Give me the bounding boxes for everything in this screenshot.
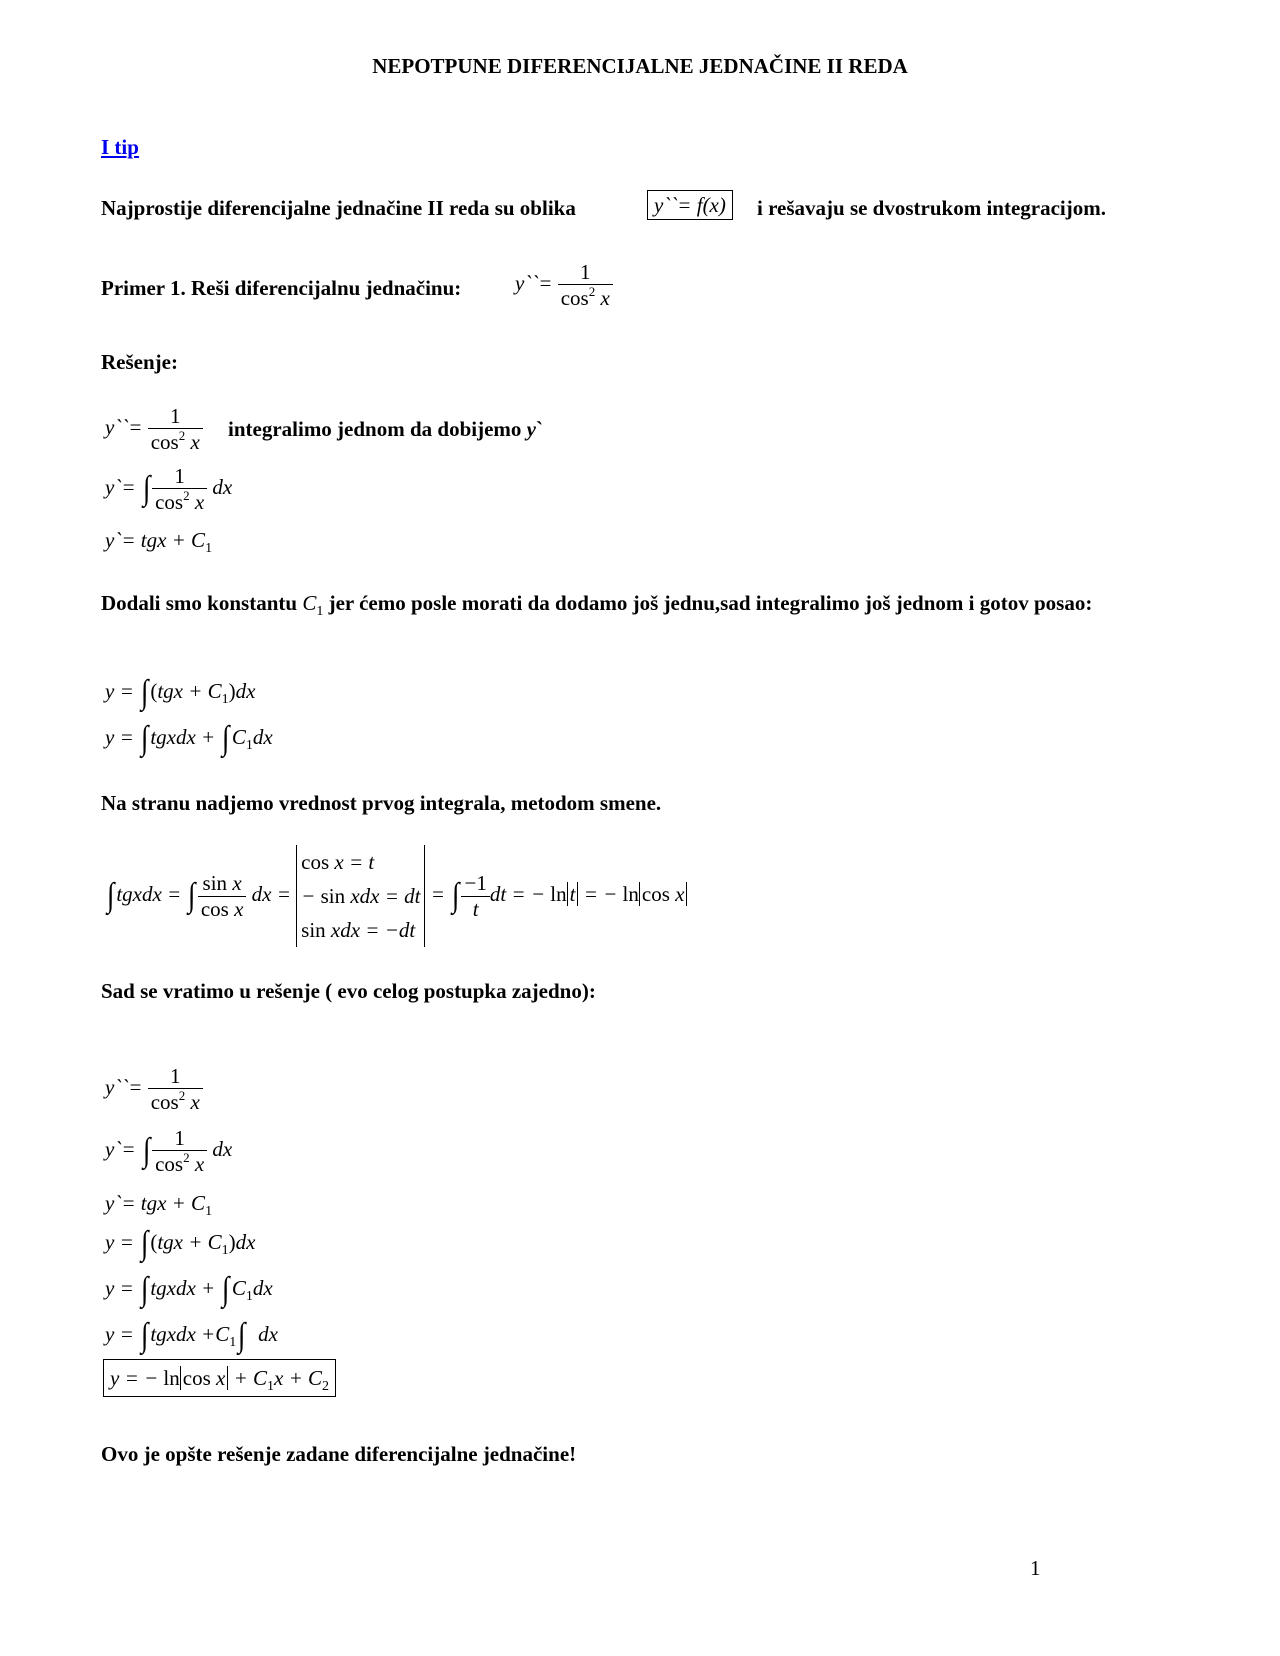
- intro-text: Najprostije diferencijalne jednačine II reda su oblika: [101, 196, 576, 220]
- conclusion: Ovo je opšte rešenje zadane diferencijalne jednačine!: [101, 1442, 577, 1466]
- page-number: 1: [1030, 1556, 1041, 1580]
- eq-first-derivative-result: y`= tgx + $C_1$: [105, 528, 213, 556]
- eq-substitution: ∫tgxdx = ∫ $\frac{\text{sin x}}{\text{cos x}}$ dx = cos x = t − sin xdx = dt sin xdx = −dt = ∫ $\frac{-1}{t}$ dt = − ln t = − ln cos x: [105, 845, 687, 947]
- section-link-i-tip[interactable]: I tip: [101, 135, 139, 159]
- page-title: NEPOTPUNE DIFERENCIJALNE JEDNAČINE II REDA: [372, 54, 908, 78]
- full-eq-2: y`= ∫ $\frac{1}{\cos^2 x}$ dx: [105, 1126, 233, 1177]
- constant-note-end: jer ćemo posle morati da dodamo još jednu,sad integralimo još jednom i gotov posao:: [328, 591, 1093, 615]
- general-solution-box: y = − $\ln \cos x + C_1x + C_2$: [103, 1366, 336, 1395]
- eq-first-derivative-integral: y`= ∫ $\frac{1}{\cos^2 x}$ dx: [105, 464, 233, 515]
- full-eq-6: y = ∫tgxdx $+C_1\int$ dx: [105, 1317, 278, 1354]
- full-eq-3: y`= tgx + $C_1$: [105, 1191, 213, 1219]
- return-note: Sad se vratimo u rešenje ( evo celog postupka zajedno):: [101, 979, 596, 1003]
- full-eq-4: $y = \int(tgx + C_1)dx$: [105, 1225, 256, 1262]
- integrate-note-text: integralimo jednom da dobijemo: [228, 417, 522, 441]
- example-label: Primer 1. Reši diferencijalnu jednačinu:: [101, 276, 462, 300]
- full-eq-5: y = ∫tgxdx + $\int C_1dx$: [105, 1271, 273, 1308]
- eq-second-derivative: y``= $\frac{1}{\cos^2 x}$: [105, 404, 203, 454]
- boxed-general-form: y``= f(x): [647, 193, 733, 218]
- solution-label: Rešenje:: [101, 350, 178, 374]
- eq-y-integral: $y = \int(tgx + C_1)dx$: [105, 674, 256, 711]
- full-eq-1: y``= $\frac{1}{\cos^2 x}$: [105, 1064, 203, 1114]
- constant-note: Dodali smo konstantu $C_1$ jer ćemo posle morati da dodamo još jednu,sad integralimo još jednom i gotov posao:: [101, 591, 1093, 619]
- integrate-note: integralimo jednom da dobijemo y`: [228, 417, 543, 441]
- side-note: Na stranu nadjemo vrednost prvog integrala, metodom smene.: [101, 791, 662, 815]
- example-equation: y``= $\frac{1}{\cos^2 x}$: [515, 260, 613, 310]
- intro-text-end: i rešavaju se dvostrukom integracijom.: [757, 196, 1106, 220]
- eq-y-split-integral: y = ∫tgxdx + $\int C_1dx$: [105, 720, 273, 757]
- substitution-matrix: cos x = t − sin xdx = dt sin xdx = −dt: [296, 845, 425, 947]
- constant-note-start: Dodali smo konstantu: [101, 591, 298, 615]
